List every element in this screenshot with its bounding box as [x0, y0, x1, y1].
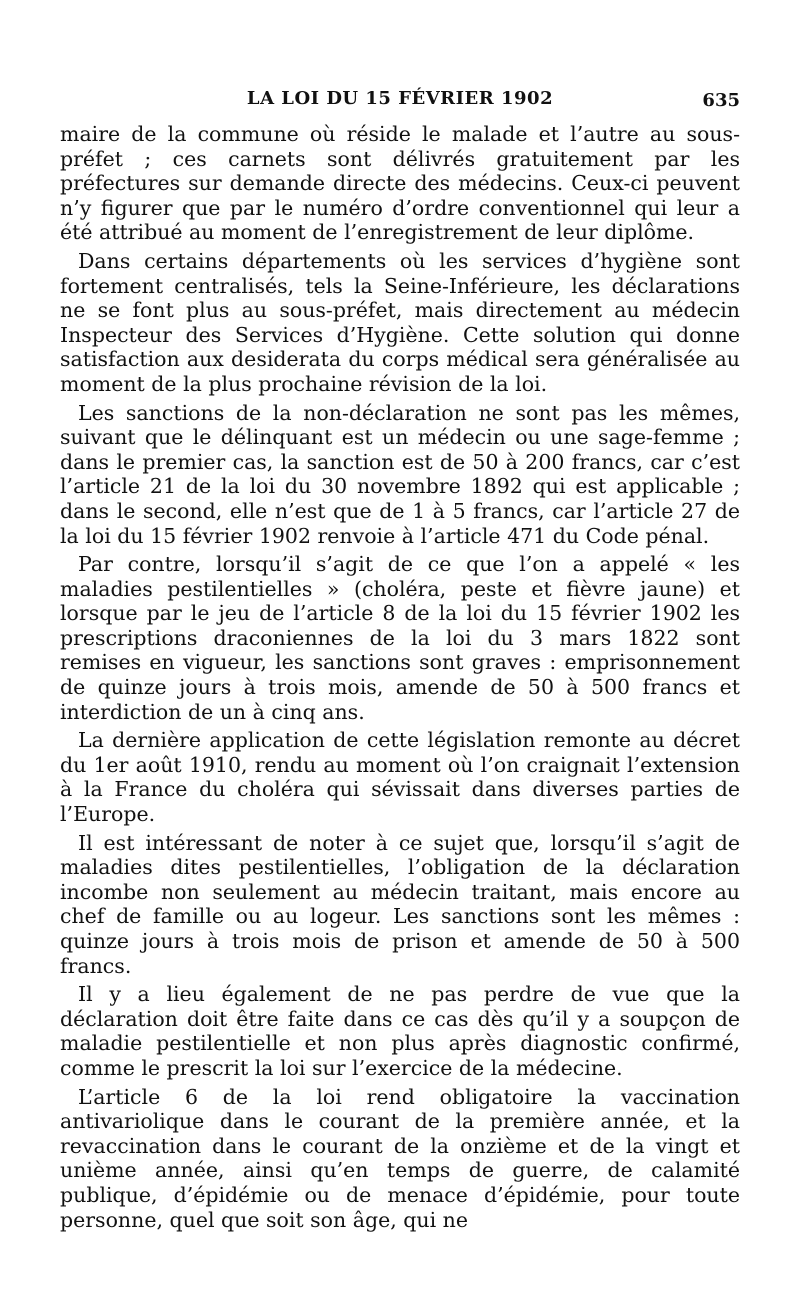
- body-text: [60, 122, 740, 1232]
- paragraph-suspicion: Il y a lieu également de ne pas perdre de vue que la déclaration doit être faite dans ce cas dès qu’il y a soupçon de maladie pestilentielle et non plus après diagnostic confirmé, comme le prescrit la loi sur l’exercice de la médecine.: [60, 982, 740, 1080]
- paragraph-pestilential-diseases: Par contre, lorsqu’il s’agit de ce que l’on a appelé « les maladies pestilentielles » (choléra, peste et fièvre jaune) et lorsque par le jeu de l’article 8 de la loi du 15 février 1902 les prescriptions draconiennes de la loi du 3 mars 1822 sont remises en vigueur, les sanctions sont graves : emprisonnement de quinze jours à trois mois, amende de 50 à 500 francs et interdiction de un à cinq ans.: [60, 552, 740, 724]
- paragraph-vaccination: L’article 6 de la loi rend obligatoire la vaccination antivariolique dans le courant de la première année, et la revaccination dans le courant de la onzième et de la vingt et unième année, ainsi qu’en temps de guerre, de calamité publique, d’épidémie ou de menace d’épidémie, pour toute personne, quel que soit son âge, qui ne: [60, 1084, 740, 1232]
- page: [60, 82, 740, 1236]
- running-head: [60, 82, 740, 122]
- paragraph-sanctions: Les sanctions de la non-déclaration ne sont pas les mêmes, suivant que le délinquant est un médecin ou une sage-femme ; dans le premier cas, la sanction est de 50 à 200 francs, car c’est l’article 21 de la loi du 30 novembre 1892 qui est applicable ; dans le second, elle n’est que de 1 à 5 francs, car l’article 27 de la loi du 15 février 1902 renvoie à l’article 471 du Code pénal.: [60, 400, 740, 548]
- paragraph-continuation: maire de la commune où réside le malade et l’autre au sous-préfet ; ces carnets sont délivrés gratuitement par les préfectures sur demande directe des médecins. Ceux-ci peuvent n’y figurer que par le numéro d’ordre conventionnel qui leur a été attribué au moment de l’enregistrement de leur diplôme.: [60, 122, 740, 245]
- page-number: 635: [702, 90, 740, 111]
- paragraph-declaration-obligation: Il est intéressant de noter à ce sujet que, lorsqu’il s’agit de maladies dites pestilentielles, l’obligation de la déclaration incombe non seulement au médecin traitant, mais encore au chef de famille ou au logeur. Les sanctions sont les mêmes : quinze jours à trois mois de prison et amende de 50 à 500 francs.: [60, 830, 740, 978]
- paragraph-hygiene-services: Dans certains départements où les services d’hygiène sont fortement centralisés, tels la Seine-Inférieure, les déclarations ne se font plus au sous-préfet, mais directement au médecin Inspecteur des Services d’Hygiène. Cette solution qui donne satisfaction aux desiderata du corps médical sera généralisée au moment de la plus prochaine révision de la loi.: [60, 248, 740, 396]
- paragraph-last-application: La dernière application de cette législation remonte au décret du 1er août 1910, rendu au moment où l’on craignait l’extension à la France du choléra qui sévissait dans diverses parties de l’Europe.: [60, 728, 740, 827]
- running-title: LA LOI DU 15 FÉVRIER 1902: [246, 88, 554, 109]
